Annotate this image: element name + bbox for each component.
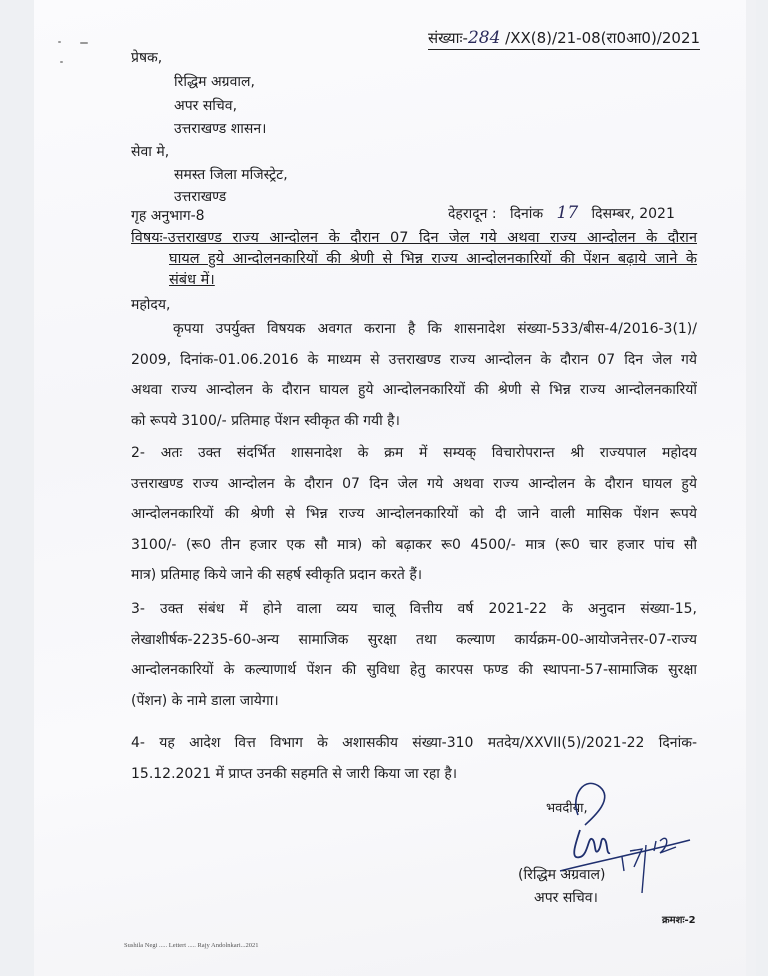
paragraph-line: आन्दोलनकारियों के कल्याणार्थ पेंशन की सुविधा हेतु कारपस फण्ड की स्थापना-57-सामाजिक सुरक्षा (131, 662, 697, 678)
paragraph-line: को रूपये 3100/- प्रतिमाह पेंशन स्वीकृत की गयी है। (131, 412, 400, 429)
scan-speck (60, 61, 63, 63)
paragraph-line: 3- उक्त संबंध में होने वाला व्यय चालू वित्तीय वर्ष 2021-22 के अनुदान संख्या-15, (131, 601, 697, 617)
recipient-place: उत्तराखण्ड (174, 189, 227, 205)
page-edge (746, 0, 756, 976)
subject (131, 228, 697, 291)
paragraph-line: अथवा राज्य आन्दोलन के दौरान घायल हुये आन्दोलनकारियों की श्रेणी से भिन्न राज्य आन्दोलनकारियों (131, 382, 697, 398)
paragraph-line: कृपया उपर्युक्त विषयक अवगत कराना है कि शासनादेश संख्या-533/बीस-4/2016-3(1)/ (173, 321, 697, 337)
signatory-name: (रिद्धिम अग्रवाल) (518, 867, 606, 883)
paragraph-line: 15.12.2021 में प्राप्त उनकी सहमति से जारी किया जा रहा है। (131, 765, 458, 782)
place-label: देहरादून : (448, 206, 497, 222)
recipient-name: समस्त जिला मजिस्ट्रेट, (174, 167, 288, 183)
place-date (448, 204, 675, 223)
recipient-label: सेवा मे, (131, 144, 170, 160)
scan-speck (80, 42, 88, 44)
reference-number (428, 28, 700, 50)
reference-prefix: संख्याः- (428, 29, 468, 47)
paragraph-line: उत्तराखण्ड राज्य आन्दोलन के दौरान 07 दिन जेल गये अथवा राज्य आन्दोलन के दौरान घायल हुये (131, 475, 697, 492)
sender-office: उत्तराखण्ड शासन। (174, 121, 267, 137)
date-month-year: दिसम्बर, 2021 (591, 206, 675, 222)
date-day-handwritten: 17 (556, 203, 579, 223)
footer-note: Sushila Negi ..... Lettert ..... Rajy Andolnkari...2021 (124, 942, 259, 949)
paragraph-line: 2009, दिनांक-01.06.2016 के माध्यम से उत्तराखण्ड राज्य आन्दोलन के दौरान 07 दिन जेल गये (131, 351, 697, 368)
date-label: दिनांक (509, 206, 544, 222)
sender-designation: अपर सचिव, (174, 98, 238, 114)
department: गृह अनुभाग-8 (131, 208, 205, 224)
paragraph-line: 4- यह आदेश वित्त विभाग के अशासकीय संख्या-310 मतदेय/XXVII(5)/2021-22 दिनांक- (131, 735, 697, 751)
scan-speck (58, 41, 61, 43)
paragraph-line: मात्र) प्रतिमाह किये जाने की सहर्ष स्वीकृति प्रदान करते हैं। (131, 567, 423, 583)
paragraph-line: 3100/- (रू0 तीन हजार एक सौ मात्र) को बढ़ाकर रू0 4500/- मात्र (रू0 चार हजार पांच सौ (131, 536, 697, 553)
signatory-designation: अपर सचिव। (534, 890, 598, 906)
paragraph-line: लेखाशीर्षक-2235-60-अन्य सामाजिक सुरक्षा तथा कल्याण कार्यक्रम-00-आयोजनेत्तर-07-राज्य (131, 631, 697, 648)
paragraph-line: 2- अतः उक्त संदर्भित शासनादेश के क्रम में सम्यक् विचारोपरान्त श्री राज्यपाल महोदय (131, 445, 697, 461)
subject-line: विषयः-उत्तराखण्ड राज्य आन्दोलन के दौरान 07 दिन जेल गये अथवा राज्य आन्दोलन के दौरान (131, 230, 697, 246)
paragraph-line: (पेंशन) के नामे डाला जायेगा। (131, 692, 279, 709)
reference-suffix: /XX(8)/21-08(रा0आ0)/2021 (500, 29, 701, 47)
paragraph-2 (131, 438, 697, 591)
subject-line: संबंध में। (169, 272, 215, 288)
sender-label: प्रेषक, (131, 50, 163, 66)
subject-line: घायल हुये आन्दोलनकारियों की श्रेणी से भिन्न राज्य आन्दोलनकारियों की पेंशन बढ़ाये जाने के (169, 251, 697, 267)
salutation: महोदय, (131, 297, 171, 313)
continued-marker: क्रमशः-2 (662, 915, 696, 926)
paragraph-1 (131, 314, 697, 436)
reference-number-handwritten: 284 (467, 28, 501, 48)
sender-name: रिद्धिम अग्रवाल, (174, 74, 255, 90)
closing: भवदीया, (546, 801, 588, 816)
paragraph-3 (131, 594, 697, 716)
paragraph-line: आन्दोलनकारियों की श्रेणी से भिन्न राज्य आन्दोलनकारियों को दी जाने वाली मासिक पेंशन रूपये (131, 506, 697, 522)
